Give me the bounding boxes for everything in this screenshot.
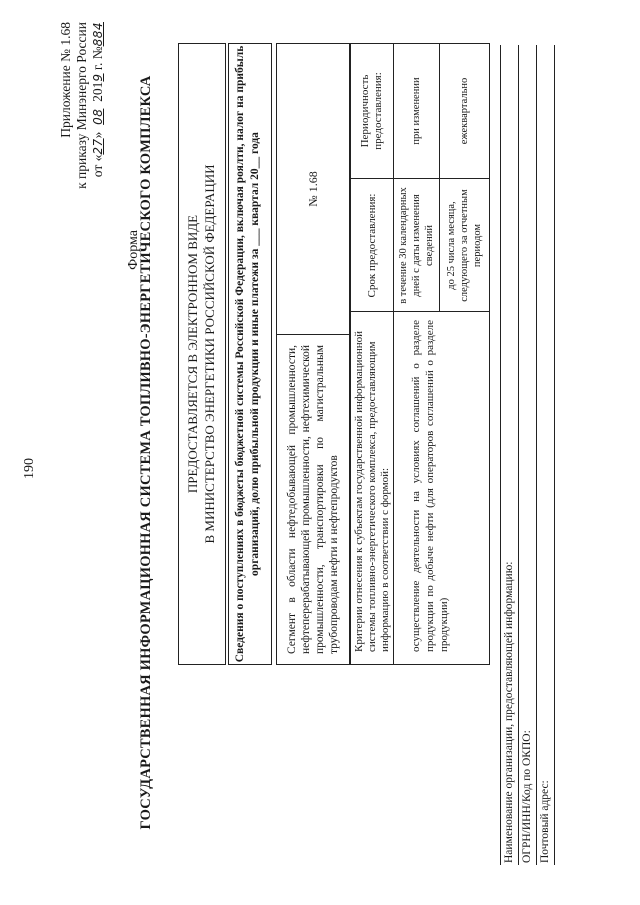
form-label: Форма	[126, 230, 141, 270]
order-month: 08	[91, 108, 105, 125]
table-row-1-deadline: в течение 30 календарных дней с даты изменения сведений	[393, 179, 440, 312]
deadline-header: Срок предоставления:	[351, 179, 394, 312]
order-number: 884	[91, 22, 105, 47]
appendix-line3: от «27» 08 2019 г. №884	[90, 22, 105, 178]
criteria-table	[350, 43, 490, 665]
criteria-column	[351, 311, 489, 664]
appendix-line2: к приказу Минэнерго России	[74, 22, 89, 189]
report-title-box	[228, 43, 272, 665]
criteria-header: Критерии отнесения к субъектам государственной информационной системы топливно-энергетического комплекса, предоставляющим информацию в соответствии с формой:	[351, 312, 394, 664]
report-title-line1: Сведения о поступлениях в бюджеты бюджетной системы Российской Федерации, включая роялти, налог на прибыль	[234, 45, 246, 663]
page-number: 190	[22, 458, 37, 479]
periodicity-column	[351, 44, 489, 178]
org-name-field: Наименование организации, предоставляющей информацию:	[501, 45, 519, 865]
table-row-1-periodicity: при изменении	[393, 44, 440, 178]
appendix-line1: Приложение № 1.68	[58, 22, 73, 138]
submission-line1: ПРЕДОСТАВЛЯЕТСЯ В ЭЛЕКТРОННОМ ВИДЕ	[185, 214, 200, 494]
form-number: № 1.68	[305, 171, 320, 207]
deadline-column	[351, 178, 489, 312]
segment-box	[276, 43, 350, 665]
table-row-2-periodicity: ежеквартально	[458, 77, 470, 145]
periodicity-header: Периодичность предоставления:	[351, 44, 394, 178]
report-title-line2: организаций, долю прибыльной продукции и иные платежи за ___ квартал 20__ года	[249, 132, 261, 576]
order-day: 27	[91, 138, 105, 155]
submission-box	[178, 43, 226, 665]
order-year-digit: 9	[91, 73, 105, 82]
appendix-block	[58, 22, 106, 189]
organization-info	[500, 45, 555, 865]
segment-text: Сегмент в области нефтедобывающей промышленности, нефтеперерабатывающей промышленности, нефтехимической промышленности, транспортировки по магистральным трубопроводам нефти и нефтепродуктов	[277, 334, 349, 664]
criteria-text: осуществление деятельности на условиях соглашений о разделе продукции по добыче нефти (для операторов соглашений о разделе продукции)	[410, 320, 450, 652]
address-field: Почтовый адрес:	[537, 45, 555, 865]
table-row-2-deadline: до 25 числа месяца, следующего за отчетным периодом	[445, 189, 483, 302]
main-title: ГОСУДАРСТВЕННАЯ ИНФОРМАЦИОННАЯ СИСТЕМА ТОПЛИВНО-ЭНЕРГЕТИЧЕСКОГО КОМПЛЕКСА	[138, 75, 154, 830]
ogrn-field: ОГРН/ИНН/Код по ОКПО:	[519, 45, 537, 865]
submission-line2: В МИНИСТЕРСТВО ЭНЕРГЕТИКИ РОССИЙСКОЙ ФЕДЕРАЦИИ	[202, 164, 217, 544]
